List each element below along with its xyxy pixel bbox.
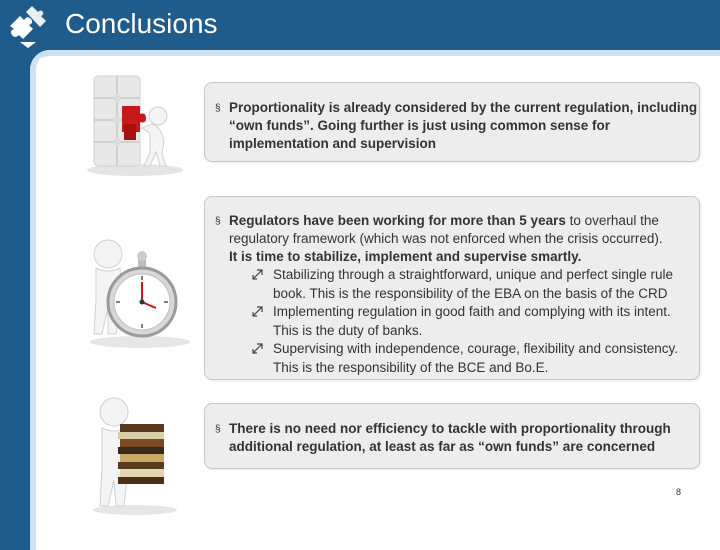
bullet-item (205, 83, 699, 153)
page-number: 8 (676, 487, 682, 497)
conclusion-card-3 (204, 403, 700, 469)
bullet-marker: § (215, 216, 221, 227)
bullet-text: There is no need nor efficiency to tackle with proportionality through additional regulation, at least as far as “own funds” are concerned (229, 421, 671, 454)
conclusion-card-2 (204, 196, 700, 380)
sub-item-text: Implementing regulation in good faith and complying with its intent. This is the duty of banks. (273, 304, 671, 338)
conclusion-card-1 (204, 82, 700, 162)
bullet-item (205, 197, 699, 266)
arrow-bullet-icon (251, 304, 265, 318)
page-title: Conclusions (65, 8, 218, 39)
bullet-marker: § (215, 103, 221, 114)
sub-item (273, 303, 699, 340)
bullet-item (205, 404, 699, 456)
bullet-lead-bold: Regulators have been working for more than 5 years (229, 213, 566, 228)
sub-item (273, 266, 699, 303)
sub-item-text: Supervising with independence, courage, flexibility and consistency. This is the responsibility of the BCE and Bo.E. (273, 341, 678, 375)
bullet-marker: § (215, 424, 221, 435)
sub-item (273, 340, 699, 377)
books-figure-icon (80, 390, 190, 520)
puzzle-figure-icon (80, 68, 190, 178)
arrow-bullet-icon (251, 267, 265, 281)
bullet-lead-rest: to overhaul the regulatory framework (which was not enforced when the crisis occurred). (229, 213, 663, 246)
arrow-bullet-icon (251, 341, 265, 355)
puzzle-logo-icon (6, 4, 50, 48)
bullet-strong-line: It is time to stabilize, implement and supervise smartly. (229, 249, 582, 264)
bullet-text: Proportionality is already considered by the current regulation, including “own funds”. Going further is just using common sense for implementation and supervision (229, 100, 698, 151)
stopwatch-figure-icon (80, 230, 200, 350)
sub-item-text: Stabilizing through a straightforward, unique and perfect single rule book. This is the responsibility of the EBA on the basis of the CRD (273, 267, 673, 301)
header-bar (0, 0, 720, 50)
